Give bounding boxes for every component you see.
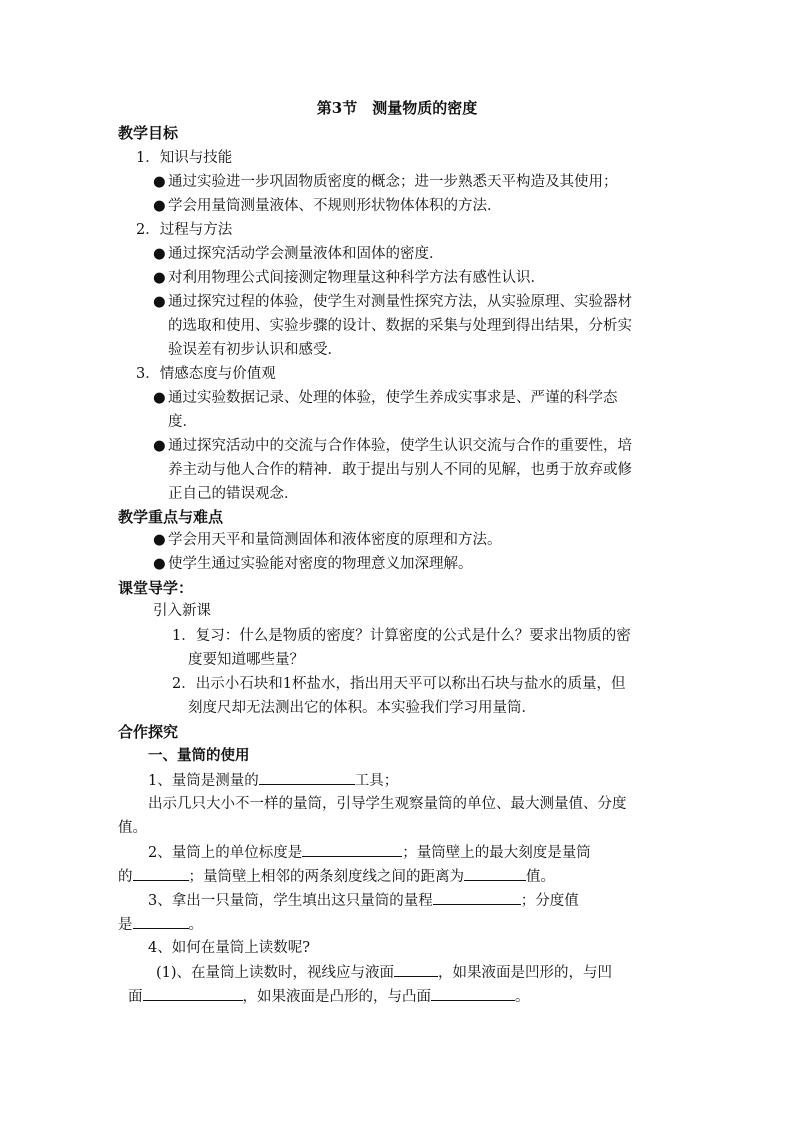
question-2-line-1 — [148, 842, 591, 863]
bullet-icon: ● — [153, 294, 166, 310]
question-1-note-line-1: 出示几只大小不一样的量筒，引导学生观察量筒的单位、最大测量值、分度 — [148, 796, 627, 812]
goal-1-item-2-text: 学会用量筒测量液体、不规则形状物体体积的方法． — [168, 198, 502, 214]
intro-item-1-line-1: 1．复习：什么是物质的密度？计算密度的公式是什么？要求出物质的密 — [172, 628, 631, 644]
answer-blank[interactable] — [433, 890, 521, 905]
goal-1-item-1-text: 通过实验进一步巩固物质密度的概念；进一步熟悉天平构造及其使用； — [168, 174, 618, 190]
question-3-text-d: 。 — [188, 917, 203, 933]
bullet-icon: ● — [153, 174, 166, 190]
goal-2-item-3-line-2: 的选取和使用、实验步骤的设计、数据的采集与处理到得出结果，分析实 — [168, 318, 632, 334]
heading-teaching-goals: 教学目标 — [118, 124, 179, 142]
bullet-icon: ● — [153, 390, 166, 406]
page-title: 第3节 测量物质的密度 — [316, 99, 478, 117]
heading-cooperative-inquiry: 合作探究 — [118, 723, 179, 741]
question-4-1-line-2 — [128, 986, 530, 1007]
bullet-icon: ● — [153, 198, 166, 214]
subsection-graduated-cylinder: 一、量筒的使用 — [148, 747, 250, 764]
question-2-text-e: 值。 — [526, 869, 555, 885]
heading-key-points: 教学重点与难点 — [118, 508, 224, 526]
goal-3-item-1 — [153, 388, 618, 408]
question-3-text-c: 是 — [118, 917, 133, 933]
goal-3-item-1-line-2: 度． — [168, 414, 197, 430]
question-2-text-a: 2、量筒上的单位标度是 — [148, 845, 303, 861]
key-item-1 — [153, 530, 502, 550]
question-4-1-text-a: (1)、在量筒上读数时，视线应与液面 — [156, 965, 395, 981]
goal-2-item-3-line-3: 验误差有初步认识和感受． — [168, 342, 342, 358]
goal-3-item-2 — [153, 436, 632, 456]
goal-1-item-1 — [153, 172, 618, 192]
question-3-text-a: 3、拿出一只量筒，学生填出这只量筒的量程 — [148, 893, 433, 909]
bullet-icon: ● — [153, 532, 166, 548]
goal-3-heading: 3．情感态度与价值观 — [136, 366, 276, 382]
goal-3-item-2-line-3: 正自己的错误观念． — [168, 486, 299, 502]
goal-2-item-1 — [153, 244, 444, 264]
question-4-1-line-1 — [156, 962, 612, 983]
question-4-1-text-d: ，如果液面是凸形的，与凸面 — [242, 989, 431, 1005]
intro-item-2-line-2: 刻度尺却无法测出它的体积。本实验我们学习用量筒． — [188, 700, 536, 716]
bullet-icon: ● — [153, 438, 166, 454]
answer-blank[interactable] — [259, 770, 355, 785]
answer-blank[interactable] — [302, 842, 402, 857]
goal-2-item-2-text: 对利用物理公式间接测定物理量这种科学方法有感性认识． — [168, 270, 545, 286]
question-3-line-2 — [118, 914, 203, 935]
key-item-2 — [153, 554, 473, 574]
question-3-text-b: ；分度值 — [520, 893, 579, 909]
goal-2-item-3-line-1: 通过探究过程的体验，使学生对测量性探究方法，从实验原理、实验器材 — [168, 294, 632, 310]
answer-blank[interactable] — [133, 914, 189, 929]
goal-2-heading: 2．过程与方法 — [136, 222, 233, 238]
question-4: 4、如何在量筒上读数呢? — [148, 940, 310, 956]
bullet-icon: ● — [153, 246, 166, 262]
question-1-note-line-2: 值。 — [118, 820, 147, 836]
question-4-1-text-c: 面 — [128, 989, 143, 1005]
question-2-line-2 — [118, 866, 555, 887]
question-2-text-d: ；量筒壁上相邻的两条刻度线之间的距离为 — [188, 869, 464, 885]
answer-blank[interactable] — [133, 866, 189, 881]
key-item-2-text: 使学生通过实验能对密度的物理意义加深理解。 — [168, 556, 473, 572]
intro-label: 引入新课 — [153, 603, 211, 619]
question-1 — [148, 770, 398, 791]
bullet-icon: ● — [153, 556, 166, 572]
question-1-text-b: 工具； — [354, 773, 399, 789]
intro-item-1-line-2: 度要知道哪些量？ — [188, 652, 304, 668]
question-4-1-text-e: 。 — [515, 989, 530, 1005]
bullet-icon: ● — [153, 270, 166, 286]
goal-3-item-2-line-1: 通过探究活动中的交流与合作体验，使学生认识交流与合作的重要性，培 — [168, 438, 632, 454]
goal-1-heading: 1．知识与技能 — [136, 150, 233, 166]
goal-1-item-2 — [153, 196, 502, 216]
goal-3-item-1-line-1: 通过实验数据记录、处理的体验，使学生养成实事求是、严谨的科学态 — [168, 390, 618, 406]
answer-blank[interactable] — [431, 986, 515, 1001]
question-2-text-c: 的 — [118, 869, 133, 885]
question-3-line-1 — [148, 890, 579, 911]
question-2-text-b: ；量筒壁上的最大刻度是量筒 — [402, 845, 591, 861]
key-item-1-text: 学会用天平和量筒测固体和液体密度的原理和方法。 — [168, 532, 502, 548]
intro-item-2-line-1: 2．出示小石块和1杯盐水，指出用天平可以称出石块与盐水的质量，但 — [172, 676, 626, 692]
heading-class-guide: 课堂导学： — [118, 579, 194, 597]
question-1-text-a: 1、量筒是测量的 — [148, 773, 259, 789]
goal-2-item-1-text: 通过探究活动学会测量液体和固体的密度． — [168, 246, 444, 262]
goal-2-item-2 — [153, 268, 545, 288]
goal-2-item-3 — [153, 292, 632, 312]
answer-blank[interactable] — [143, 986, 243, 1001]
goal-3-item-2-line-2: 养主动与他人合作的精神．敢于提出与别人不同的见解，也勇于放弃或修 — [168, 462, 632, 478]
answer-blank[interactable] — [394, 962, 438, 977]
answer-blank[interactable] — [464, 866, 526, 881]
question-4-1-text-b: ，如果液面是凹形的，与凹 — [438, 965, 613, 981]
